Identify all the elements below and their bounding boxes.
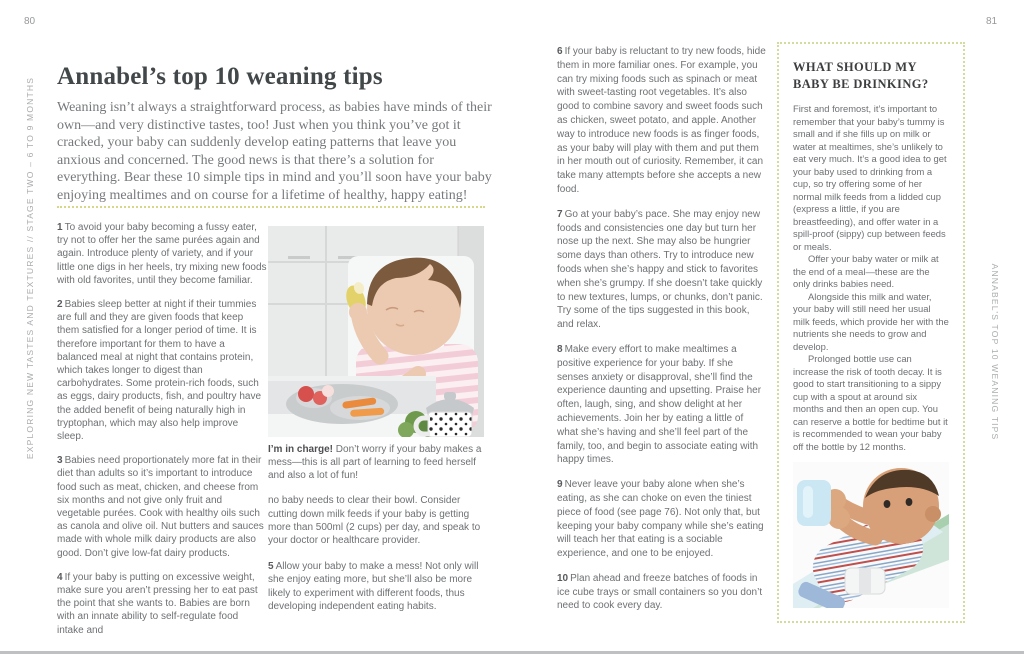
sidebar-paragraph: Alongside this milk and water, your baby will still need her usual milk feeds, which provide her with the nutrients she needs to grow and develop. [793, 290, 949, 352]
left-page-number: 80 [24, 16, 36, 27]
photo-caption [268, 444, 485, 482]
tip-text: Make every effort to make mealtimes a positive experience for your baby. If she senses anxiety or disapproval, she’ll find the experience daunting and upsetting. Praise her often, laugh, sing, and show delight at her achievements. Join her by eating a little of what she’s having and she’ll feel part of the family, too, and begin to associate eating with happy times. [557, 343, 762, 466]
tips-column-right [557, 45, 767, 624]
tip-item-5 [268, 560, 485, 613]
tip-text: Never leave your baby alone when she’s eating, as she can choke on even the tiniest piece of food (see page 76). Not only that, but keeping your baby company while she’s eating will teach her that eating is a sociable experience, and one to be enjoyed. [557, 479, 764, 560]
sidebar-paragraph: Offer your baby water or milk at the end of a meal—these are the only drinks babies need. [793, 253, 939, 289]
left-margin-label: EXPLORING NEW TASTES AND TEXTURES // STAGE TWO – 6 TO 9 MONTHS [25, 76, 35, 460]
caption-lead: I’m in charge! [268, 444, 334, 455]
sidebar-title: WHAT SHOULD MY BABY BE DRINKING? [793, 60, 929, 91]
tip-number: 8 [557, 343, 563, 355]
baby-eating-photo [268, 226, 485, 437]
tip-number: 10 [557, 572, 569, 584]
tip-item-10 [557, 572, 767, 613]
tip-item-3 [57, 454, 267, 560]
right-margin-label: ANNABEL’S TOP 10 WEANING TIPS [990, 263, 1000, 441]
tip-text: Allow your baby to make a mess! Not only will she enjoy eating more, but she’ll also be more likely to experiment with different foods, thus developing independent eating habits. [268, 561, 479, 612]
tip-item-4 [57, 571, 267, 637]
tip-number: 1 [57, 222, 63, 233]
tip-number: 5 [268, 561, 274, 573]
tip-number: 7 [557, 208, 563, 220]
tip-item-8 [557, 343, 767, 467]
caption-text: Don’t worry if your baby makes a mess—this is all part of learning to feed herself and also a lot of fun! [268, 444, 482, 481]
tip-item-7 [557, 208, 767, 332]
tip-text: Babies need proportionately more fat in their diet than adults so it’s important to introduce food such as meat, chicken, and cheese from six months and not give only fruit and vegetable purées. Cook with healthy oils such as canola and olive oil. Nut butters and sauces made with whole milk dairy products are also good. Don’t give low-fat dairy products. [57, 455, 264, 559]
sidebar-paragraph: First and foremost, it’s important to remember that your baby’s tummy is small and if she fills up on milk or water at mealtimes, she’s unlikely to eat very much. It’s a good idea to get your baby used to drinking from a cup, so try offering some of her normal milk feeds from a lidded cup (express a little, if you are breastfeeding), and offer water in a spill-proof (sippy) cup between feeds or meals. [793, 103, 947, 252]
dotted-divider [57, 206, 485, 208]
tip-text: Plan ahead and freeze batches of foods in ice cube trays or small containers so you don’t need to cook every day. [557, 572, 763, 612]
tip-number: 4 [57, 571, 63, 583]
tip4-continuation: no baby needs to clear their bowl. Consider cutting down milk feeds if your baby is getting more than 500ml (2 cups) per day, and speak to your doctor or healthcare provider. [268, 495, 481, 546]
tip-item-6 [557, 45, 767, 197]
page-title: Annabel’s top 10 weaning tips [57, 62, 383, 90]
sidebar-paragraph: Prolonged bottle use can increase the risk of tooth decay. It is good to start transitioning to a sippy cup with a spout at around six months and then an open cup. You can reserve a bottle for bedtime but it is recommended to wean your baby off the bottle by 12 months. [793, 353, 948, 452]
article-intro: Weaning isn’t always a straightforward process, as babies have minds of their own—and very distinctive tastes, too! Just when you think you’ve got it cracked, your baby can suddenly develop eating patterns that leave you anxious and concerned. The good news is that there’s a solution for everything. Bear these 10 simple tips in mind and you’ll soon have your baby enjoying mealtimes and on course for a lifetime of healthy, happy eating! [57, 100, 492, 203]
tip-item-9 [557, 478, 767, 561]
tip-text: Go at your baby’s pace. She may enjoy new foods and consistencies one day but turn her nose up the next. She may also be hungrier some days than others. Try to introduce new foods when she’s happy and stick to favorites when she’s grumpy. If she doesn’t take quickly to new textures, lumps, or chunks, don’t panic. Try some of the tips suggested in this book, and relax. [557, 208, 763, 331]
tips-column-2 [268, 226, 485, 613]
tips-column-1 [57, 221, 267, 648]
sidebar-box [777, 42, 965, 623]
tip-item-2 [57, 298, 267, 443]
tip-item-1 [57, 221, 267, 287]
tip-text: To avoid your baby becoming a fussy eater, try not to offer her the same purées again and again. Introduce plenty of variety, and if your little one digs in her heels, try mixing new foods with old favorites, until they become familiar. [57, 222, 267, 286]
tip-number: 9 [557, 479, 563, 491]
tip-number: 3 [57, 455, 63, 467]
baby-drinking-photo [793, 462, 949, 608]
tip-text: If your baby is reluctant to try new foods, hide them in more familiar ones. For example, you can try mixing foods such as spinach or meat with sweet-tasting root vegetables. It’s also good to combine savory and sweet foods such as chicken, sweet potato, and apple. Another way to introduce new foods is as finger foods, as your baby will play with them and put them in her mouth out of curiosity. Remember, it can take many attempts before she accepts a new food. [557, 46, 766, 195]
right-page-number: 81 [986, 16, 998, 27]
tip-text: Babies sleep better at night if their tummies are full and they are given foods that keep them satisfied for a longer period of time. It is therefore important for them to have a balanced meal at night that contains protein, which takes longer to digest than carbohydrates. Some protein-rich foods, such as eggs, dairy products, fish, and poultry have the added benefit of being naturally high in tryptophan, which may also help improve sleep. [57, 299, 262, 443]
tip-number: 2 [57, 299, 63, 311]
tip-number: 6 [557, 46, 563, 57]
tip-text: If your baby is putting on excessive weight, make sure you aren’t pressing her to eat past the point that she wants to. Babies are born with an innate ability to self-regulate food intake and [57, 571, 258, 636]
